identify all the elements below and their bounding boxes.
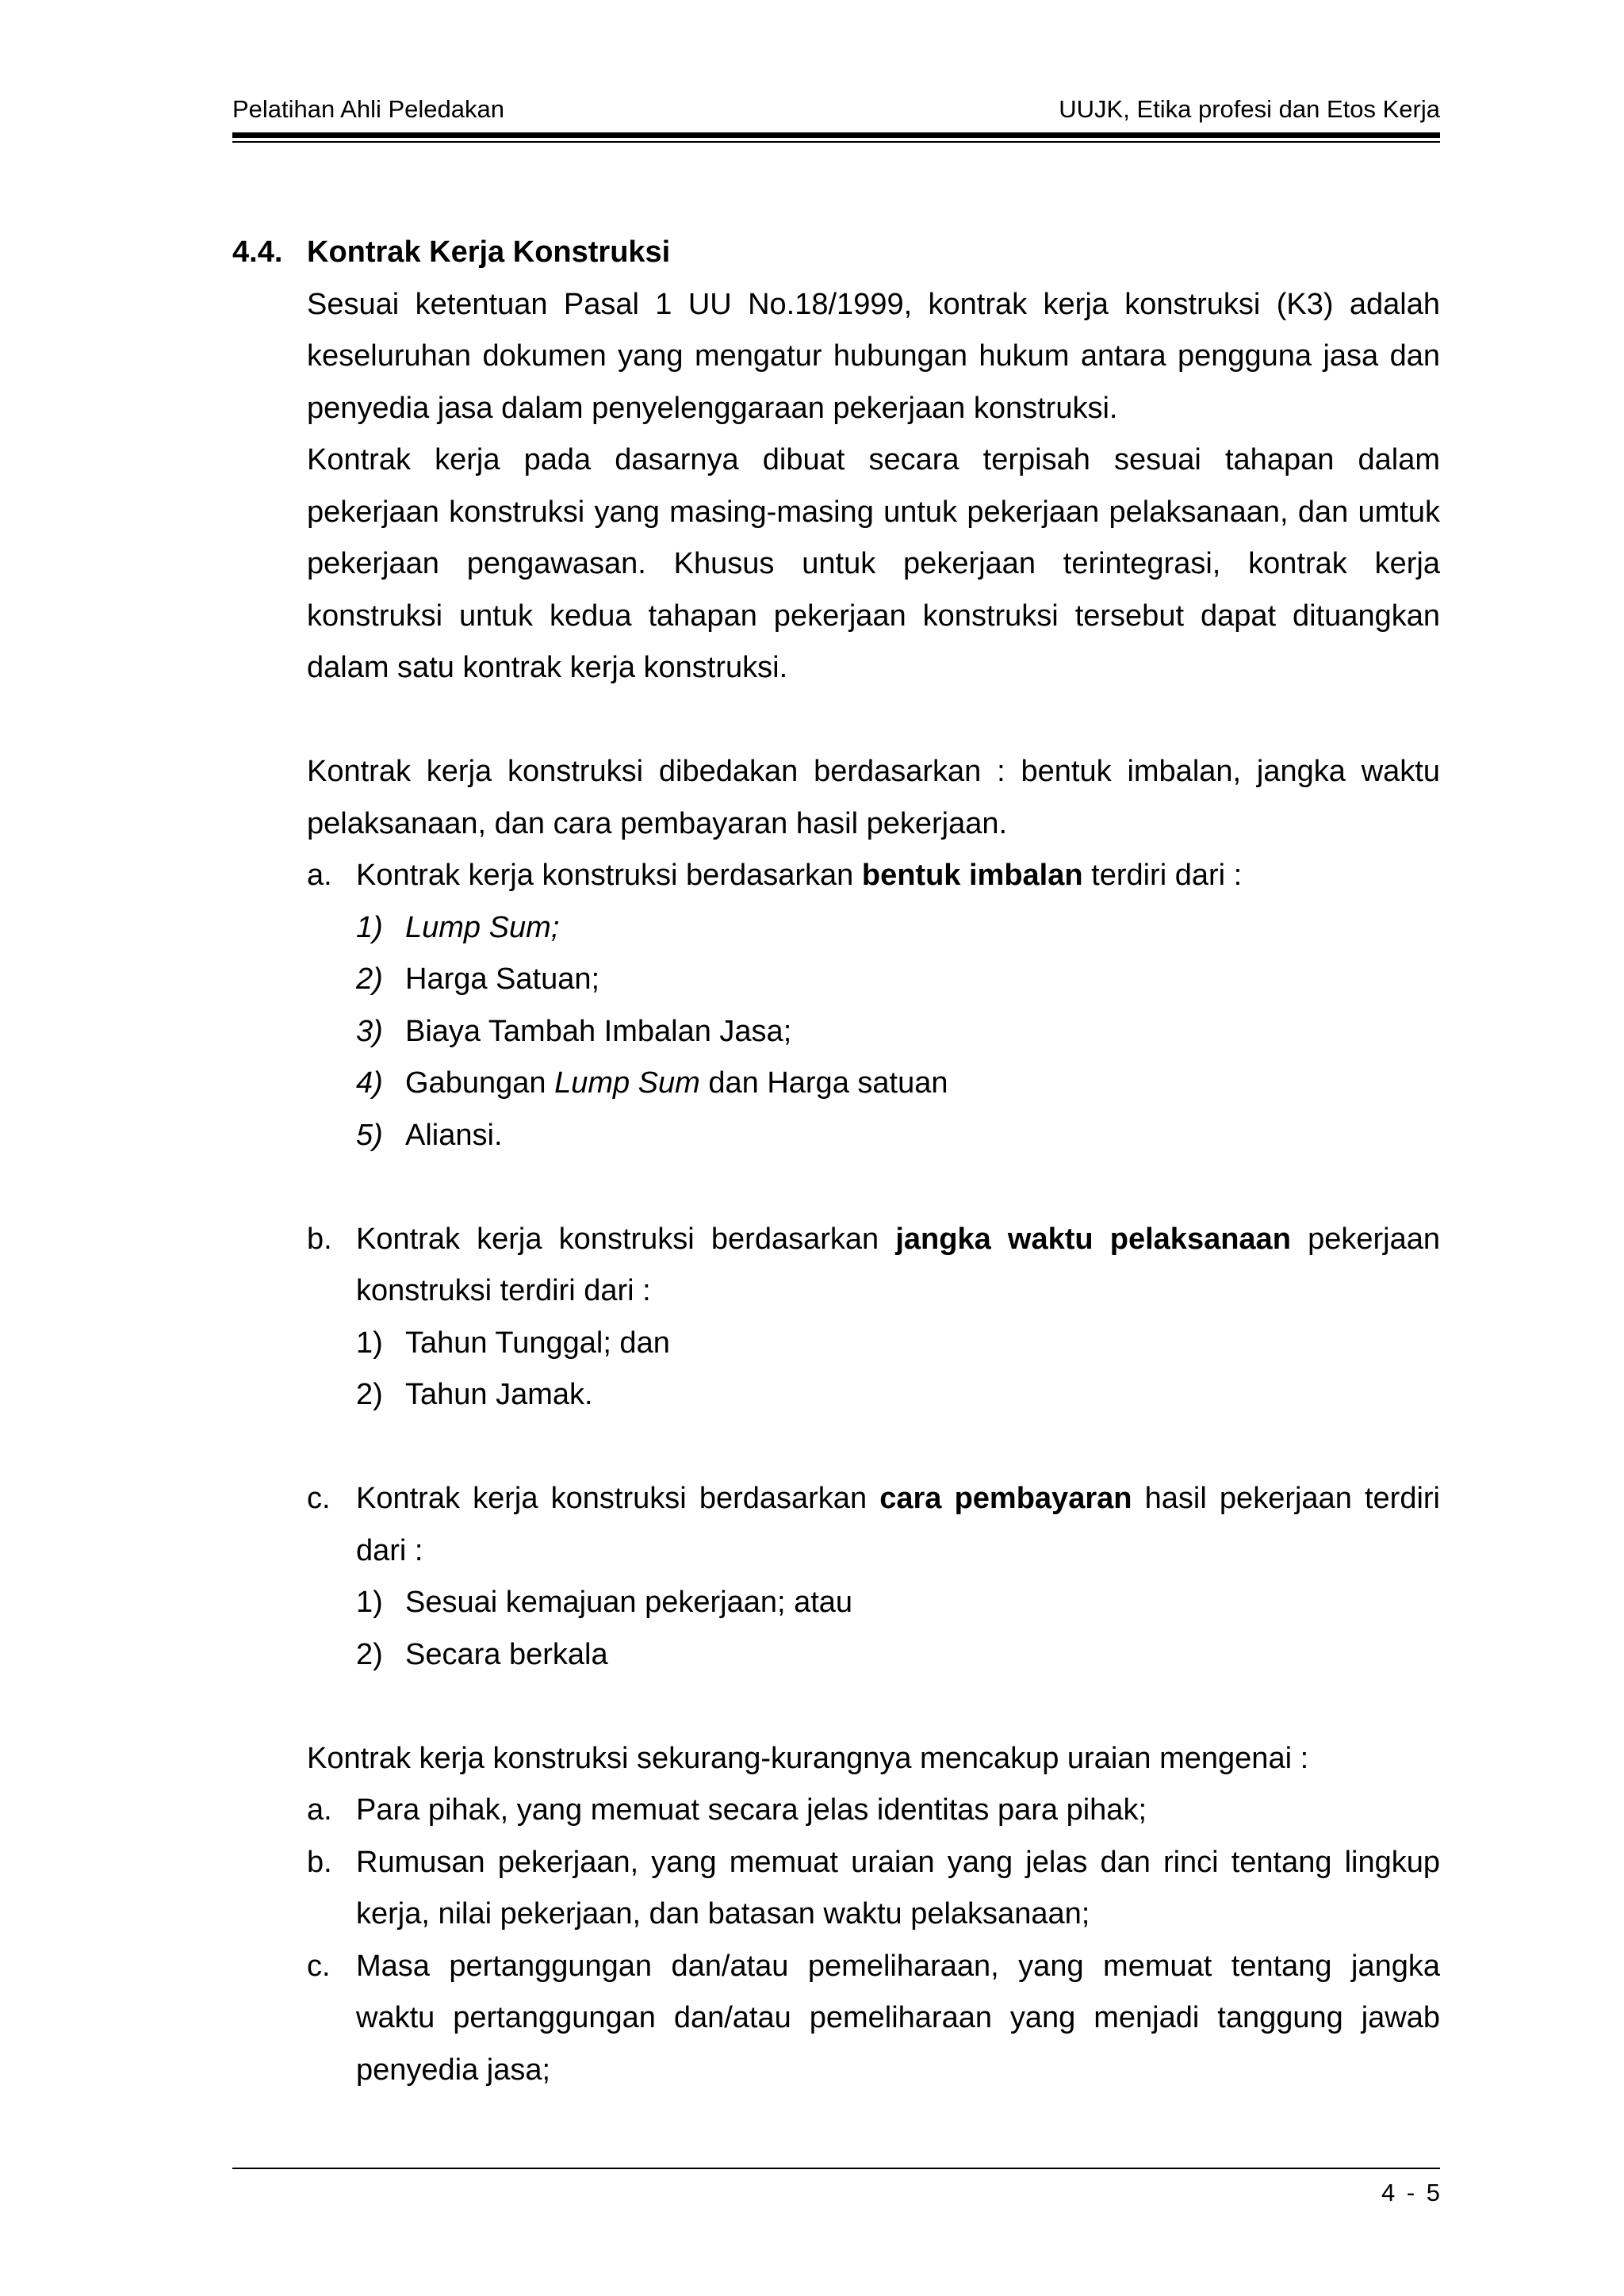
list-text: Para pihak, yang memuat secara jelas identitas para pihak; [356,1793,1147,1827]
sub-item: 2) Tahun Jamak. [356,1378,593,1411]
sub-item: 1) Lump Sum; [356,910,560,944]
sub-item: 2) Harga Satuan; [356,962,600,996]
footer-rule [232,2168,1440,2169]
list-text: Rumusan pekerjaan, yang memuat uraian yang jelas dan rinci tentang lingkup kerja, nilai pekerjaan, dan batasan waktu pelaksanaan; [356,1845,1440,1931]
sub-item: 3) Biaya Tambah Imbalan Jasa; [356,1014,792,1048]
list-text: Kontrak kerja konstruksi berdasarkan jangka waktu pelaksanaan pekerjaan konstruksi terdiri dari : [356,1222,1440,1307]
section-body [307,279,1440,2097]
page-number: 4 - 5 [1381,2179,1440,2206]
list-item-a [307,850,1440,902]
list-label: b. [307,1845,332,1879]
list-label: c. [307,1482,331,1515]
sub-item: 1) Tahun Tunggal; dan [356,1326,670,1360]
page-header [232,94,1440,125]
list-label: a. [307,859,332,892]
sub-item: 5) Aliansi. [356,1118,503,1152]
sub-item: 1) Sesuai kemajuan pekerjaan; atau [356,1586,853,1619]
list-text: Kontrak kerja konstruksi berdasarkan cara pembayaran hasil pekerjaan terdiri dari : [356,1482,1440,1567]
sub-item: 4) Gabungan Lump Sum dan Harga satuan [356,1066,948,1100]
list-label: b. [307,1222,332,1256]
section-number: 4.4. [232,235,283,269]
scope-item-c [307,1941,1440,2097]
header-right: UUJK, Etika profesi dan Etos Kerja [1059,95,1440,123]
section-heading [232,227,1440,279]
header-rule [232,132,1440,143]
types-intro: Kontrak kerja konstruksi dibedakan berdasarkan : bentuk imbalan, jangka waktu pelaksanaan, dan cara pembayaran hasil pekerjaan. [307,755,1440,840]
scope-intro: Kontrak kerja konstruksi sekurang-kurangnya mencakup uraian mengenai : [307,1741,1309,1775]
section-title: Kontrak Kerja Konstruksi [307,235,671,269]
intro-paragraph-1: Sesuai ketentuan Pasal 1 UU No.18/1999, kontrak kerja konstruksi (K3) adalah keseluruhan dokumen yang mengatur hubungan hukum antara pengguna jasa dan penyedia jasa dalam penyelenggaraan pekerjaan konstruksi. [307,287,1440,425]
list-text: Masa pertanggungan dan/atau pemeliharaan, yang memuat tentang jangka waktu pertanggungan dan/atau pemeliharaan yang menjadi tanggung jawab penyedia jasa; [356,1949,1440,2087]
list-text: Kontrak kerja konstruksi berdasarkan bentuk imbalan terdiri dari : [356,859,1243,892]
scope-item-a [307,1785,1440,1837]
header-left: Pelatihan Ahli Peledakan [232,95,504,123]
page-content [232,227,1440,2096]
list-item-c [307,1473,1440,1577]
intro-paragraph-2: Kontrak kerja pada dasarnya dibuat secara terpisah sesuai tahapan dalam pekerjaan konstruksi yang masing-masing untuk pekerjaan pelaksanaan, dan umtuk pekerjaan pengawasan. Khusus untuk pekerjaan terintegrasi, kontrak kerja konstruksi untuk kedua tahapan pekerjaan konstruksi tersebut dapat dituangkan dalam satu kontrak kerja konstruksi. [307,443,1440,684]
sub-item: 2) Secara berkala [356,1637,608,1671]
list-item-b [307,1214,1440,1318]
scope-item-b [307,1837,1440,1941]
list-label: c. [307,1949,331,1983]
list-label: a. [307,1793,332,1827]
